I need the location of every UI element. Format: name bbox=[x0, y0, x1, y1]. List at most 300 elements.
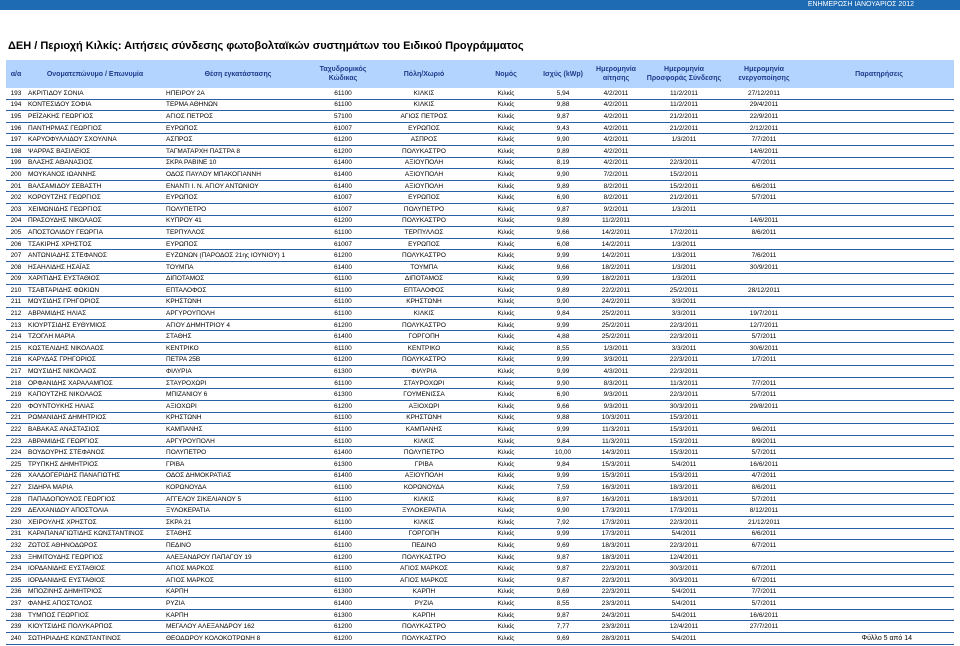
table-cell: 61200 bbox=[312, 551, 374, 563]
table-cell: Κιλκίς bbox=[474, 319, 538, 331]
table-cell: ΑΠΟΣΤΟΛΙΔΟΥ ΓΕΩΡΓΙΑ bbox=[26, 227, 164, 239]
table-cell: ΧΕΙΜΩΝΙΔΗΣ ΓΕΩΡΓΙΟΣ bbox=[26, 203, 164, 215]
table-cell: 203 bbox=[6, 203, 26, 215]
table-row bbox=[6, 308, 954, 320]
applications-table bbox=[6, 60, 954, 645]
table-cell: 61100 bbox=[312, 505, 374, 517]
table-cell: ΠΟΛΥΚΑΣΤΡΟ bbox=[374, 145, 474, 157]
table-cell: ΠΟΛΥΠΕΤΡΟ bbox=[164, 447, 312, 459]
table-cell: 8,55 bbox=[538, 598, 588, 610]
table-cell: 23/3/2011 bbox=[588, 598, 644, 610]
table-cell bbox=[804, 319, 954, 331]
table-cell: 11/2/2011 bbox=[644, 99, 724, 111]
page-footer: Φύλλο 5 από 14 bbox=[861, 635, 912, 642]
table-cell: 210 bbox=[6, 285, 26, 297]
table-cell: ΠΟΛΥΠΕΤΡΟ bbox=[374, 447, 474, 459]
table-cell: Κιλκίς bbox=[474, 157, 538, 169]
table-cell: ΟΔΟΣ ΠΑΥΛΟΥ ΜΠΑΚΟΓΙΑΝΝΗ bbox=[164, 169, 312, 181]
table-cell: 3/3/2011 bbox=[588, 354, 644, 366]
table-cell: Κιλκίς bbox=[474, 435, 538, 447]
table-cell: 6/7/2011 bbox=[724, 574, 804, 586]
column-header: Παρατηρήσεις bbox=[804, 60, 954, 88]
table-row bbox=[6, 145, 954, 157]
table-cell: ΕΥΡΩΠΟΣ bbox=[374, 238, 474, 250]
table-row bbox=[6, 598, 954, 610]
table-cell: ΞΥΛΟΚΕΡΑΤΙΑ bbox=[374, 505, 474, 517]
table-cell bbox=[804, 563, 954, 575]
table-cell: 17/2/2011 bbox=[644, 227, 724, 239]
table-cell: 6/6/2011 bbox=[724, 180, 804, 192]
table-row bbox=[6, 563, 954, 575]
table-cell bbox=[804, 551, 954, 563]
table-cell: ΕΥΡΩΠΟΣ bbox=[164, 192, 312, 204]
table-cell: 61200 bbox=[312, 621, 374, 633]
table-cell: Κιλκίς bbox=[474, 377, 538, 389]
table-cell: 8/9/2011 bbox=[724, 435, 804, 447]
table-cell bbox=[804, 88, 954, 99]
table-cell: 61200 bbox=[312, 215, 374, 227]
table-cell: 61100 bbox=[312, 482, 374, 494]
table-cell: ΑΓΙΟΣ ΠΕΤΡΟΣ bbox=[374, 111, 474, 123]
table-cell: 9,69 bbox=[538, 632, 588, 644]
table-row bbox=[6, 180, 954, 192]
table-cell: Κιλκίς bbox=[474, 574, 538, 586]
table-cell: ΦΙΛΥΡΙΑ bbox=[164, 366, 312, 378]
table-cell: 7,92 bbox=[538, 516, 588, 528]
table-cell: 61300 bbox=[312, 366, 374, 378]
table-cell bbox=[804, 111, 954, 123]
table-cell: 196 bbox=[6, 122, 26, 134]
table-cell: Κιλκίς bbox=[474, 632, 538, 644]
table-cell: 22/3/2011 bbox=[588, 563, 644, 575]
table-cell: 193 bbox=[6, 88, 26, 99]
table-cell: ΡΥΖΙΑ bbox=[164, 598, 312, 610]
table-cell: ΚΟΡΩΝΟΥΔΑ bbox=[164, 482, 312, 494]
table-cell: 17/3/2011 bbox=[644, 505, 724, 517]
table-cell: 8/12/2011 bbox=[724, 505, 804, 517]
table-cell: Κιλκίς bbox=[474, 354, 538, 366]
table-cell: 197 bbox=[6, 134, 26, 146]
table-cell: 18/3/2011 bbox=[644, 482, 724, 494]
table-row bbox=[6, 389, 954, 401]
table-cell: 3/3/2011 bbox=[644, 296, 724, 308]
table-cell: 9,66 bbox=[538, 401, 588, 413]
table-cell: 5/4/2011 bbox=[644, 609, 724, 621]
table-cell: 12/4/2011 bbox=[644, 551, 724, 563]
table-cell: ΚΑΡΠΗ bbox=[374, 586, 474, 598]
table-cell: ΚΟΝΤΕΣΙΔΟΥ ΣΟΦΙΑ bbox=[26, 99, 164, 111]
table-cell bbox=[804, 598, 954, 610]
table-cell bbox=[804, 516, 954, 528]
table-cell: 9/3/2011 bbox=[588, 401, 644, 413]
table-cell: 232 bbox=[6, 540, 26, 552]
table-cell: ΣΤΑΘΗΣ bbox=[164, 528, 312, 540]
table-cell: 9,88 bbox=[538, 99, 588, 111]
table-cell: 14/2/2011 bbox=[588, 250, 644, 262]
update-label: ΕΝΗΜΕΡΩΣΗ ΙΑΝΟΥΑΡΙΟΣ 2012 bbox=[807, 1, 914, 8]
table-cell bbox=[804, 261, 954, 273]
table-cell bbox=[804, 366, 954, 378]
table-cell bbox=[804, 470, 954, 482]
table-cell bbox=[804, 250, 954, 262]
table-cell: 4/2/2011 bbox=[588, 122, 644, 134]
table-cell: 61300 bbox=[312, 389, 374, 401]
table-cell: 1/3/2011 bbox=[644, 238, 724, 250]
table-cell: ΤΣΑΒΤΑΡΙΔΗΣ ΦΩΚΙΩΝ bbox=[26, 285, 164, 297]
table-cell: ΧΕΙΡΟΥΛΗΣ ΧΡΗΣΤΟΣ bbox=[26, 516, 164, 528]
table-cell: ΔΙΠΟΤΑΜΟΣ bbox=[164, 273, 312, 285]
table-cell: 11/2/2011 bbox=[644, 88, 724, 99]
table-cell: 29/4/2011 bbox=[724, 99, 804, 111]
table-cell bbox=[804, 377, 954, 389]
table-cell: 7/7/2011 bbox=[724, 134, 804, 146]
table-cell: ΑΡΓΥΡΟΥΠΟΛΗ bbox=[164, 308, 312, 320]
table-cell: 1/3/2011 bbox=[644, 273, 724, 285]
table-cell: 9,99 bbox=[538, 528, 588, 540]
table-cell bbox=[804, 99, 954, 111]
table-cell: 9/2/2011 bbox=[588, 203, 644, 215]
table-cell: 9,87 bbox=[538, 203, 588, 215]
table-cell: 9,90 bbox=[538, 505, 588, 517]
table-cell: 238 bbox=[6, 609, 26, 621]
table-row bbox=[6, 551, 954, 563]
table-cell: ΒΟΥΔΟΥΡΗΣ ΣΤΕΦΑΝΟΣ bbox=[26, 447, 164, 459]
table-cell: 9,66 bbox=[538, 261, 588, 273]
table-cell: Κιλκίς bbox=[474, 250, 538, 262]
table-cell bbox=[804, 424, 954, 436]
table-cell: 9,90 bbox=[538, 134, 588, 146]
table-cell bbox=[724, 273, 804, 285]
table-cell: 22/3/2011 bbox=[644, 331, 724, 343]
table-cell: ΑΛΕΞΑΝΔΡΟΥ ΠΑΠΑΓΟΥ 19 bbox=[164, 551, 312, 563]
table-cell: ΚΡΗΣΤΩΝΗ bbox=[164, 412, 312, 424]
table-cell: ΑΡΓΥΡΟΥΠΟΛΗ bbox=[164, 435, 312, 447]
table-cell: Κιλκίς bbox=[474, 389, 538, 401]
table-cell: Κιλκίς bbox=[474, 505, 538, 517]
table-cell: Κιλκίς bbox=[474, 99, 538, 111]
table-cell: 228 bbox=[6, 493, 26, 505]
table-cell: 6,90 bbox=[538, 192, 588, 204]
table-cell: ΠΟΛΥΚΑΣΤΡΟ bbox=[374, 215, 474, 227]
table-cell: 61200 bbox=[312, 134, 374, 146]
table-cell bbox=[804, 435, 954, 447]
table-cell: 61400 bbox=[312, 169, 374, 181]
table-cell: ΚΑΠΟΥΤΖΗΣ ΝΙΚΟΛΑΟΣ bbox=[26, 389, 164, 401]
column-header: Ισχύς (kWp) bbox=[538, 60, 588, 88]
table-cell: 9,88 bbox=[538, 412, 588, 424]
table-cell bbox=[804, 308, 954, 320]
table-cell: Κιλκίς bbox=[474, 609, 538, 621]
table-cell: 9,87 bbox=[538, 111, 588, 123]
table-cell: ΤΟΥΜΠΑ bbox=[374, 261, 474, 273]
table-cell bbox=[804, 343, 954, 355]
table-cell: 9,87 bbox=[538, 563, 588, 575]
table-cell: 7,59 bbox=[538, 482, 588, 494]
table-cell: ΠΕΔΙΝΟ bbox=[164, 540, 312, 552]
table-cell: ΡΩΜΑΝΙΔΗΣ ΔΗΜΗΤΡΙΟΣ bbox=[26, 412, 164, 424]
table-cell: 25/2/2011 bbox=[588, 331, 644, 343]
table-cell: 9,90 bbox=[538, 377, 588, 389]
table-cell bbox=[724, 203, 804, 215]
table-cell: 25/2/2011 bbox=[588, 319, 644, 331]
table-cell: 24/2/2011 bbox=[588, 296, 644, 308]
table-cell: ΣΤΑΥΡΟΧΩΡΙ bbox=[164, 377, 312, 389]
table-cell: Κιλκίς bbox=[474, 285, 538, 297]
table-cell: 1/3/2011 bbox=[644, 261, 724, 273]
table-cell: 16/3/2011 bbox=[588, 482, 644, 494]
table-cell: ΠΟΛΥΚΑΣΤΡΟ bbox=[374, 632, 474, 644]
table-cell: 27/12/2011 bbox=[724, 88, 804, 99]
table-cell: 231 bbox=[6, 528, 26, 540]
table-cell bbox=[804, 273, 954, 285]
table-cell: 223 bbox=[6, 435, 26, 447]
table-cell: 9,69 bbox=[538, 586, 588, 598]
table-cell: 61007 bbox=[312, 122, 374, 134]
table-row bbox=[6, 424, 954, 436]
table-cell: 9,90 bbox=[538, 169, 588, 181]
table-cell: Κιλκίς bbox=[474, 227, 538, 239]
table-cell: 1/7/2011 bbox=[724, 354, 804, 366]
table-cell: Κιλκίς bbox=[474, 540, 538, 552]
table-cell: 224 bbox=[6, 447, 26, 459]
table-cell: Κιλκίς bbox=[474, 598, 538, 610]
column-header: Νομός bbox=[474, 60, 538, 88]
table-cell: 9,69 bbox=[538, 540, 588, 552]
table-cell: Κιλκίς bbox=[474, 331, 538, 343]
table-cell: 15/3/2011 bbox=[644, 447, 724, 459]
table-cell: 25/2/2011 bbox=[588, 308, 644, 320]
column-header: Ημερομηνία αίτησης bbox=[588, 60, 644, 88]
table-cell: 30/9/2011 bbox=[724, 261, 804, 273]
table-cell: 28/12/2011 bbox=[724, 285, 804, 297]
table-cell: 9,84 bbox=[538, 308, 588, 320]
table-cell bbox=[804, 180, 954, 192]
table-cell bbox=[804, 459, 954, 471]
table-cell: 3/3/2011 bbox=[644, 343, 724, 355]
table-cell: 15/3/2011 bbox=[588, 459, 644, 471]
table-cell: ΤΣΑΚΙΡΗΣ ΧΡΗΣΤΟΣ bbox=[26, 238, 164, 250]
table-row bbox=[6, 215, 954, 227]
table-row bbox=[6, 296, 954, 308]
table-cell: ΡΥΖΙΑ bbox=[374, 598, 474, 610]
table-cell: Κιλκίς bbox=[474, 447, 538, 459]
table-cell bbox=[804, 412, 954, 424]
table-cell: ΔΙΠΟΤΑΜΟΣ bbox=[374, 273, 474, 285]
table-cell: ΚΙΛΚΙΣ bbox=[374, 99, 474, 111]
table-cell: 14/2/2011 bbox=[588, 227, 644, 239]
table-cell: 201 bbox=[6, 180, 26, 192]
table-cell bbox=[724, 412, 804, 424]
table-cell bbox=[804, 401, 954, 413]
table-cell: ΚΙΟΥΡΤΣΙΔΗΣ ΕΥΘΥΜΙΟΣ bbox=[26, 319, 164, 331]
table-cell: 4/7/2011 bbox=[724, 470, 804, 482]
table-row bbox=[6, 169, 954, 181]
table-row bbox=[6, 285, 954, 297]
table-cell: ΒΑΒΑΚΑΣ ΑΝΑΣΤΑΣΙΟΣ bbox=[26, 424, 164, 436]
table-cell: 5/4/2011 bbox=[644, 632, 724, 644]
table-row bbox=[6, 459, 954, 471]
table-cell: 61100 bbox=[312, 88, 374, 99]
table-cell: 61100 bbox=[312, 227, 374, 239]
table-cell: ΤΕΡΠΥΛΛΟΣ bbox=[164, 227, 312, 239]
table-cell: 18/3/2011 bbox=[644, 493, 724, 505]
table-row bbox=[6, 261, 954, 273]
table-cell: ΚΟΡΟΥΤΖΗΣ ΓΕΩΡΓΙΟΣ bbox=[26, 192, 164, 204]
table-cell: 22/3/2011 bbox=[644, 540, 724, 552]
table-cell: ΤΑΓΜΑΤΑΡΧΗ ΠΑΣΤΡΑ 8 bbox=[164, 145, 312, 157]
table-row bbox=[6, 354, 954, 366]
table-cell: ΑΓΙΟΣ ΜΑΡΚΟΣ bbox=[374, 563, 474, 575]
table-cell: 9,99 bbox=[538, 250, 588, 262]
table-cell: 18/3/2011 bbox=[588, 551, 644, 563]
table-cell: 61100 bbox=[312, 435, 374, 447]
table-cell: ΣΚΡΑ ΡΑΒΙΝΕ 10 bbox=[164, 157, 312, 169]
table-cell: 15/3/2011 bbox=[644, 435, 724, 447]
table-cell: 9,99 bbox=[538, 319, 588, 331]
table-cell: 239 bbox=[6, 621, 26, 633]
table-cell: ΤΕΡΜΑ ΑΘΗΝΩΝ bbox=[164, 99, 312, 111]
table-cell: ΠΟΛΥΠΕΤΡΟ bbox=[164, 203, 312, 215]
table-cell: Κιλκίς bbox=[474, 482, 538, 494]
table-row bbox=[6, 319, 954, 331]
table-cell: 61200 bbox=[312, 250, 374, 262]
table-cell bbox=[804, 528, 954, 540]
table-cell: 16/3/2011 bbox=[588, 493, 644, 505]
table-cell: 61100 bbox=[312, 377, 374, 389]
table-cell: ΓΟΥΜΕΝΙΣΣΑ bbox=[374, 389, 474, 401]
table-cell: 61100 bbox=[312, 99, 374, 111]
table-cell: Κιλκίς bbox=[474, 493, 538, 505]
table-cell: 16/6/2011 bbox=[724, 609, 804, 621]
column-header: Ημερομηνία Προσφοράς Σύνδεσης bbox=[644, 60, 724, 88]
table-cell: 14/2/2011 bbox=[588, 238, 644, 250]
table-cell: ΚΑΡΠΗ bbox=[374, 609, 474, 621]
table-cell: ΕΠΤΑΛΟΦΟΣ bbox=[374, 285, 474, 297]
table-cell: 194 bbox=[6, 99, 26, 111]
table-cell: 14/6/2011 bbox=[724, 145, 804, 157]
table-cell: 18/3/2011 bbox=[588, 540, 644, 552]
table-cell: 9,99 bbox=[538, 366, 588, 378]
table-cell: ΚΥΠΡΟΥ 41 bbox=[164, 215, 312, 227]
table-row bbox=[6, 203, 954, 215]
table-cell: ΕΥΡΩΠΟΣ bbox=[164, 122, 312, 134]
table-cell: ΚΑΜΠΑΝΗΣ bbox=[374, 424, 474, 436]
table-cell: Κιλκίς bbox=[474, 459, 538, 471]
table-cell: 202 bbox=[6, 192, 26, 204]
table-row bbox=[6, 377, 954, 389]
table-cell: 61300 bbox=[312, 609, 374, 621]
table-cell: 9,84 bbox=[538, 459, 588, 471]
table-cell: ΤΖΟΓΛΗ ΜΑΡΙΑ bbox=[26, 331, 164, 343]
table-row bbox=[6, 343, 954, 355]
table-cell: ΜΟΥΚΑΝΟΣ ΙΩΑΝΝΗΣ bbox=[26, 169, 164, 181]
table-cell: ΚΑΜΠΑΝΗΣ bbox=[164, 424, 312, 436]
table-row bbox=[6, 331, 954, 343]
table-cell: ΚΑΡΠΗ bbox=[164, 586, 312, 598]
table-cell: 61100 bbox=[312, 412, 374, 424]
table-cell: 61200 bbox=[312, 145, 374, 157]
table-cell: 229 bbox=[6, 505, 26, 517]
table-cell: ΧΑΛΔΟΓΕΡΙΔΗΣ ΠΑΝΑΓΙΩΤΗΣ bbox=[26, 470, 164, 482]
table-cell: 220 bbox=[6, 401, 26, 413]
table-cell: 4/7/2011 bbox=[724, 157, 804, 169]
table-cell: Κιλκίς bbox=[474, 343, 538, 355]
table-cell: 218 bbox=[6, 377, 26, 389]
table-cell: 5/7/2011 bbox=[724, 493, 804, 505]
table-row bbox=[6, 134, 954, 146]
column-header: Ονοματεπώνυμο / Επωνυμία bbox=[26, 60, 164, 88]
table-cell: 17/3/2011 bbox=[588, 528, 644, 540]
table-cell: 61100 bbox=[312, 343, 374, 355]
table-row bbox=[6, 401, 954, 413]
table-cell: ΕΝΑΝΤΙ Ι. Ν. ΑΓΙΟΥ ΑΝΤΩΝΙΟΥ bbox=[164, 180, 312, 192]
table-cell bbox=[724, 551, 804, 563]
table-cell: 9,89 bbox=[538, 215, 588, 227]
table-cell: Κιλκίς bbox=[474, 528, 538, 540]
table-cell: ΡΕΪΖΑΚΗΣ ΓΕΩΡΓΙΟΣ bbox=[26, 111, 164, 123]
table-cell: ΙΟΡΔΑΝΙΔΗΣ ΕΥΣΤΑΘΙΟΣ bbox=[26, 563, 164, 575]
table-cell: ΓΟΡΓΟΠΗ bbox=[374, 528, 474, 540]
table-cell: ΚΩΣΤΕΛΙΔΗΣ ΝΙΚΟΛΑΟΣ bbox=[26, 343, 164, 355]
table-cell: ΠΕΔΙΝΟ bbox=[374, 540, 474, 552]
table-cell: ΑΣΠΡΟΣ bbox=[374, 134, 474, 146]
table-cell: Κιλκίς bbox=[474, 169, 538, 181]
table-cell: 22/3/2011 bbox=[644, 389, 724, 401]
table-cell: ΑΓΙΟΥ ΔΗΜΗΤΡΙΟΥ 4 bbox=[164, 319, 312, 331]
table-cell: 8,55 bbox=[538, 343, 588, 355]
table-row bbox=[6, 192, 954, 204]
table-cell: ΚΙΛΚΙΣ bbox=[374, 308, 474, 320]
table-cell: 5/7/2011 bbox=[724, 331, 804, 343]
table-cell: 30/6/2011 bbox=[724, 343, 804, 355]
table-cell: 9,84 bbox=[538, 435, 588, 447]
table-cell: 61400 bbox=[312, 598, 374, 610]
table-row bbox=[6, 528, 954, 540]
table-cell: 237 bbox=[6, 598, 26, 610]
table-cell: ΕΠΤΑΛΟΦΟΣ bbox=[164, 285, 312, 297]
table-cell: 11/3/2011 bbox=[588, 435, 644, 447]
table-cell: 61100 bbox=[312, 296, 374, 308]
table-row bbox=[6, 111, 954, 123]
table-cell: ΑΣΠΡΟΣ bbox=[164, 134, 312, 146]
table-cell: 4/2/2011 bbox=[588, 111, 644, 123]
table-cell: 216 bbox=[6, 354, 26, 366]
table-cell: 7/7/2011 bbox=[724, 377, 804, 389]
table-cell: ΚΑΡΑΠΑΝΑΓΙΩΤΙΔΗΣ ΚΩΝΣΤΑΝΤΙΝΟΣ bbox=[26, 528, 164, 540]
table-cell bbox=[804, 621, 954, 633]
table-cell: ΚΑΡΠΗ bbox=[164, 609, 312, 621]
table-cell: 61200 bbox=[312, 401, 374, 413]
table-cell: 61100 bbox=[312, 516, 374, 528]
table-cell: 9,66 bbox=[538, 227, 588, 239]
table-cell: ΚΙΛΚΙΣ bbox=[374, 88, 474, 99]
table-cell: ΦΑΝΗΣ ΑΠΟΣΤΟΛΟΣ bbox=[26, 598, 164, 610]
table-cell: 5/7/2011 bbox=[724, 447, 804, 459]
table-cell: 222 bbox=[6, 424, 26, 436]
table-cell: 61300 bbox=[312, 586, 374, 598]
table-cell: 61100 bbox=[312, 424, 374, 436]
table-cell: ΓΡΙΒΑ bbox=[374, 459, 474, 471]
table-cell: Κιλκίς bbox=[474, 145, 538, 157]
table-cell: ΘΕΟΔΩΡΟΥ ΚΟΛΟΚΟΤΡΩΝΗ 8 bbox=[164, 632, 312, 644]
table-cell: 16/6/2011 bbox=[724, 459, 804, 471]
table-cell: 21/12/2011 bbox=[724, 516, 804, 528]
table-cell: 213 bbox=[6, 319, 26, 331]
table-cell: ΑΓΙΟΣ ΠΕΤΡΟΣ bbox=[164, 111, 312, 123]
table-cell: ΠΡΑΣΟΥΔΗΣ ΝΙΚΟΛΑΟΣ bbox=[26, 215, 164, 227]
table-cell: 61200 bbox=[312, 632, 374, 644]
column-header: α/α bbox=[6, 60, 26, 88]
